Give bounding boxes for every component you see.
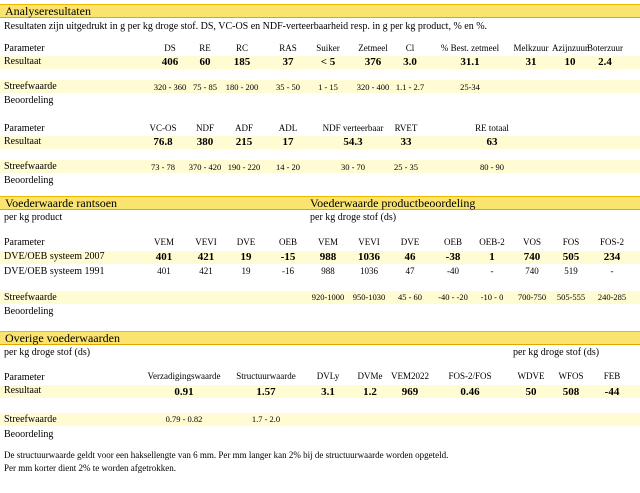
rating-label: Beoordeling [4,175,54,186]
value-1991: - [490,266,494,276]
column-header: FOS-2 [599,237,625,247]
target-value: 190 - 220 [227,162,261,172]
column-header: WFOS [558,371,584,381]
result-value: 185 [233,56,251,68]
section-title-left: Voederwaarde rantsoen [5,196,118,210]
rating-label: Beoordeling [4,306,54,317]
result-value: 63 [486,136,498,148]
value-1991: -16 [282,266,294,276]
result-value: 54.3 [343,136,363,148]
target-value: 505-555 [556,292,586,302]
result-value: 406 [161,56,179,68]
column-header: RE [199,43,211,53]
column-header: DVE [400,237,420,247]
value-2007: 19 [240,251,252,263]
target-value: -10 - 0 [480,292,504,302]
result-value: 380 [196,136,214,148]
unit-right: per kg droge stof (ds) [310,212,397,223]
result-value: -44 [604,386,620,398]
column-header: Structuurwaarde [236,371,296,381]
column-header: RE totaal [475,123,509,133]
column-header: VEM [318,237,338,247]
column-header: VEM [154,237,174,247]
param-label: Parameter [4,372,45,383]
target-band [0,413,640,426]
section-title-right: Voederwaarde productbeoordeling [310,196,476,210]
value-2007: 505 [562,251,580,263]
column-header: VEVI [195,237,217,247]
column-header: Boterzuur [587,43,623,53]
column-header: DVLy [316,371,340,381]
column-header: OEB-2 [479,237,505,247]
target-value: 320 - 400 [356,82,390,92]
result-value: 10 [564,56,576,68]
result-value: 0.91 [174,386,194,398]
param-label: Parameter [4,123,45,134]
column-header: DS [164,43,176,53]
value-1991: 421 [199,266,213,276]
target-label: Streefwaarde [4,161,57,172]
value-1991: - [610,266,614,276]
column-header: VEVI [358,237,380,247]
column-header: RVET [394,123,418,133]
target-value: 920-1000 [311,292,345,302]
column-header: Azijnzuur [552,43,588,53]
value-1991: 740 [525,266,539,276]
value-1991: 1036 [360,266,378,276]
column-header: WDVE [517,371,545,381]
target-value: 240-285 [597,292,627,302]
target-label: Streefwaarde [4,81,57,92]
unit-right: per kg droge stof (ds) [513,347,600,358]
column-header: NDF [195,123,215,133]
footnote-2: Per mm korter dient 2% te worden afgetrokken. [4,463,176,473]
result-value: 1.2 [363,386,377,398]
column-header: DVE [236,237,256,247]
value-2007: 1036 [358,251,380,263]
target-value: 950-1030 [352,292,386,302]
result-value: 376 [364,56,382,68]
result-value: 3.0 [403,56,417,68]
section-title: Overige voederwaarden [5,331,120,345]
target-value: 35 - 50 [275,82,301,92]
value-2007: 421 [197,251,215,263]
target-label: Streefwaarde [4,414,57,425]
result-value: 969 [401,386,419,398]
result-value: 31.1 [460,56,480,68]
result-value: 60 [199,56,211,68]
result-value: 17 [282,136,294,148]
value-2007: 401 [155,251,173,263]
column-header: Verzadigingswaarde [147,371,221,381]
result-band [0,136,640,149]
column-header: FOS-2/FOS [448,371,492,381]
value-1991: 47 [405,266,415,276]
param-label: Parameter [4,43,45,54]
footnote-1: De structuurwaarde geldt voor een haksellengte van 6 mm. Per mm langer kan 2% bij de structuurwaarde worden opgeteld. [4,450,449,460]
target-value: 0.79 - 0.82 [165,414,203,424]
result-value: < 5 [320,56,336,68]
target-value: 30 - 70 [340,162,366,172]
unit-left: per kg product [4,212,63,223]
result-value: 3.1 [321,386,335,398]
unit-left: per kg droge stof (ds) [4,347,91,358]
target-value: 700-750 [517,292,547,302]
value-2007: 740 [523,251,541,263]
column-header: NDF verteerbaar [322,123,384,133]
result-value: 33 [400,136,412,148]
column-header: OEB [279,237,297,247]
value-1991: 19 [241,266,251,276]
column-header: Zetmeel [358,43,388,53]
result-label: Resultaat [4,56,42,67]
section-header-analyseresultaten [0,4,640,18]
column-header: FEB [603,371,621,381]
target-value: 180 - 200 [225,82,259,92]
column-header: VC-OS [149,123,177,133]
section-header-overige [0,331,640,345]
rating-label: Beoordeling [4,429,54,440]
value-2007: 234 [603,251,621,263]
section-title: Analyseresultaten [5,4,91,18]
column-header: Cl [405,43,415,53]
result-value: 215 [235,136,253,148]
value-1991: 988 [321,266,335,276]
column-header: DVMe [357,371,383,381]
result-value: 37 [282,56,294,68]
value-2007: -15 [280,251,296,263]
target-value: 370 - 420 [188,162,222,172]
column-header: RAS [279,43,297,53]
target-value: -40 - -20 [438,292,468,302]
target-value: 1.7 - 2.0 [251,414,281,424]
result-value: 508 [562,386,580,398]
target-band [0,160,640,173]
column-header: % Best. zetmeel [440,43,500,53]
section-header-voederwaarde [0,196,640,210]
target-value: 320 - 360 [153,82,187,92]
value-2007: 46 [404,251,416,263]
column-header: VOS [522,237,542,247]
target-value: 25 - 35 [393,162,419,172]
column-header: Suiker [316,43,340,53]
result-value: 2.4 [598,56,612,68]
intro-text: Resultaten zijn uitgedrukt in g per kg droge stof. DS, VC-OS en NDF-verteerbaarheid resp. in g per kg product, % en %. [4,21,488,32]
row2-label: DVE/OEB systeem 1991 [4,266,105,277]
target-value: 73 - 78 [150,162,176,172]
column-header: ADL [278,123,298,133]
value-1991: -40 [447,266,459,276]
target-value: 45 - 60 [397,292,423,302]
value-2007: -38 [445,251,461,263]
param-label: Parameter [4,237,45,248]
result-value: 31 [525,56,537,68]
target-value: 1 - 15 [318,82,338,92]
result-value: 0.46 [460,386,480,398]
column-header: RC [235,43,249,53]
result-value: 1.57 [256,386,276,398]
column-header: FOS [562,237,580,247]
result-band [0,385,640,398]
rating-label: Beoordeling [4,95,54,106]
result-label: Resultaat [4,385,42,396]
value-1991: 519 [564,266,578,276]
column-header: ADF [234,123,254,133]
result-value: 50 [525,386,537,398]
value-1991: 401 [157,266,171,276]
target-value: 14 - 20 [275,162,301,172]
column-header: VEM2022 [391,371,429,381]
result-label: Resultaat [4,136,42,147]
result-value: 76.8 [153,136,173,148]
value-2007: 1 [489,251,495,263]
target-value: 75 - 85 [192,82,218,92]
column-header: OEB [444,237,462,247]
target-label: Streefwaarde [4,292,57,303]
value-2007: 988 [319,251,337,263]
column-header: Melkzuur [513,43,549,53]
target-value: 25-34 [460,82,480,92]
target-value: 1.1 - 2.7 [395,82,425,92]
row1-label: DVE/OEB systeem 2007 [4,251,105,262]
target-value: 80 - 90 [479,162,505,172]
